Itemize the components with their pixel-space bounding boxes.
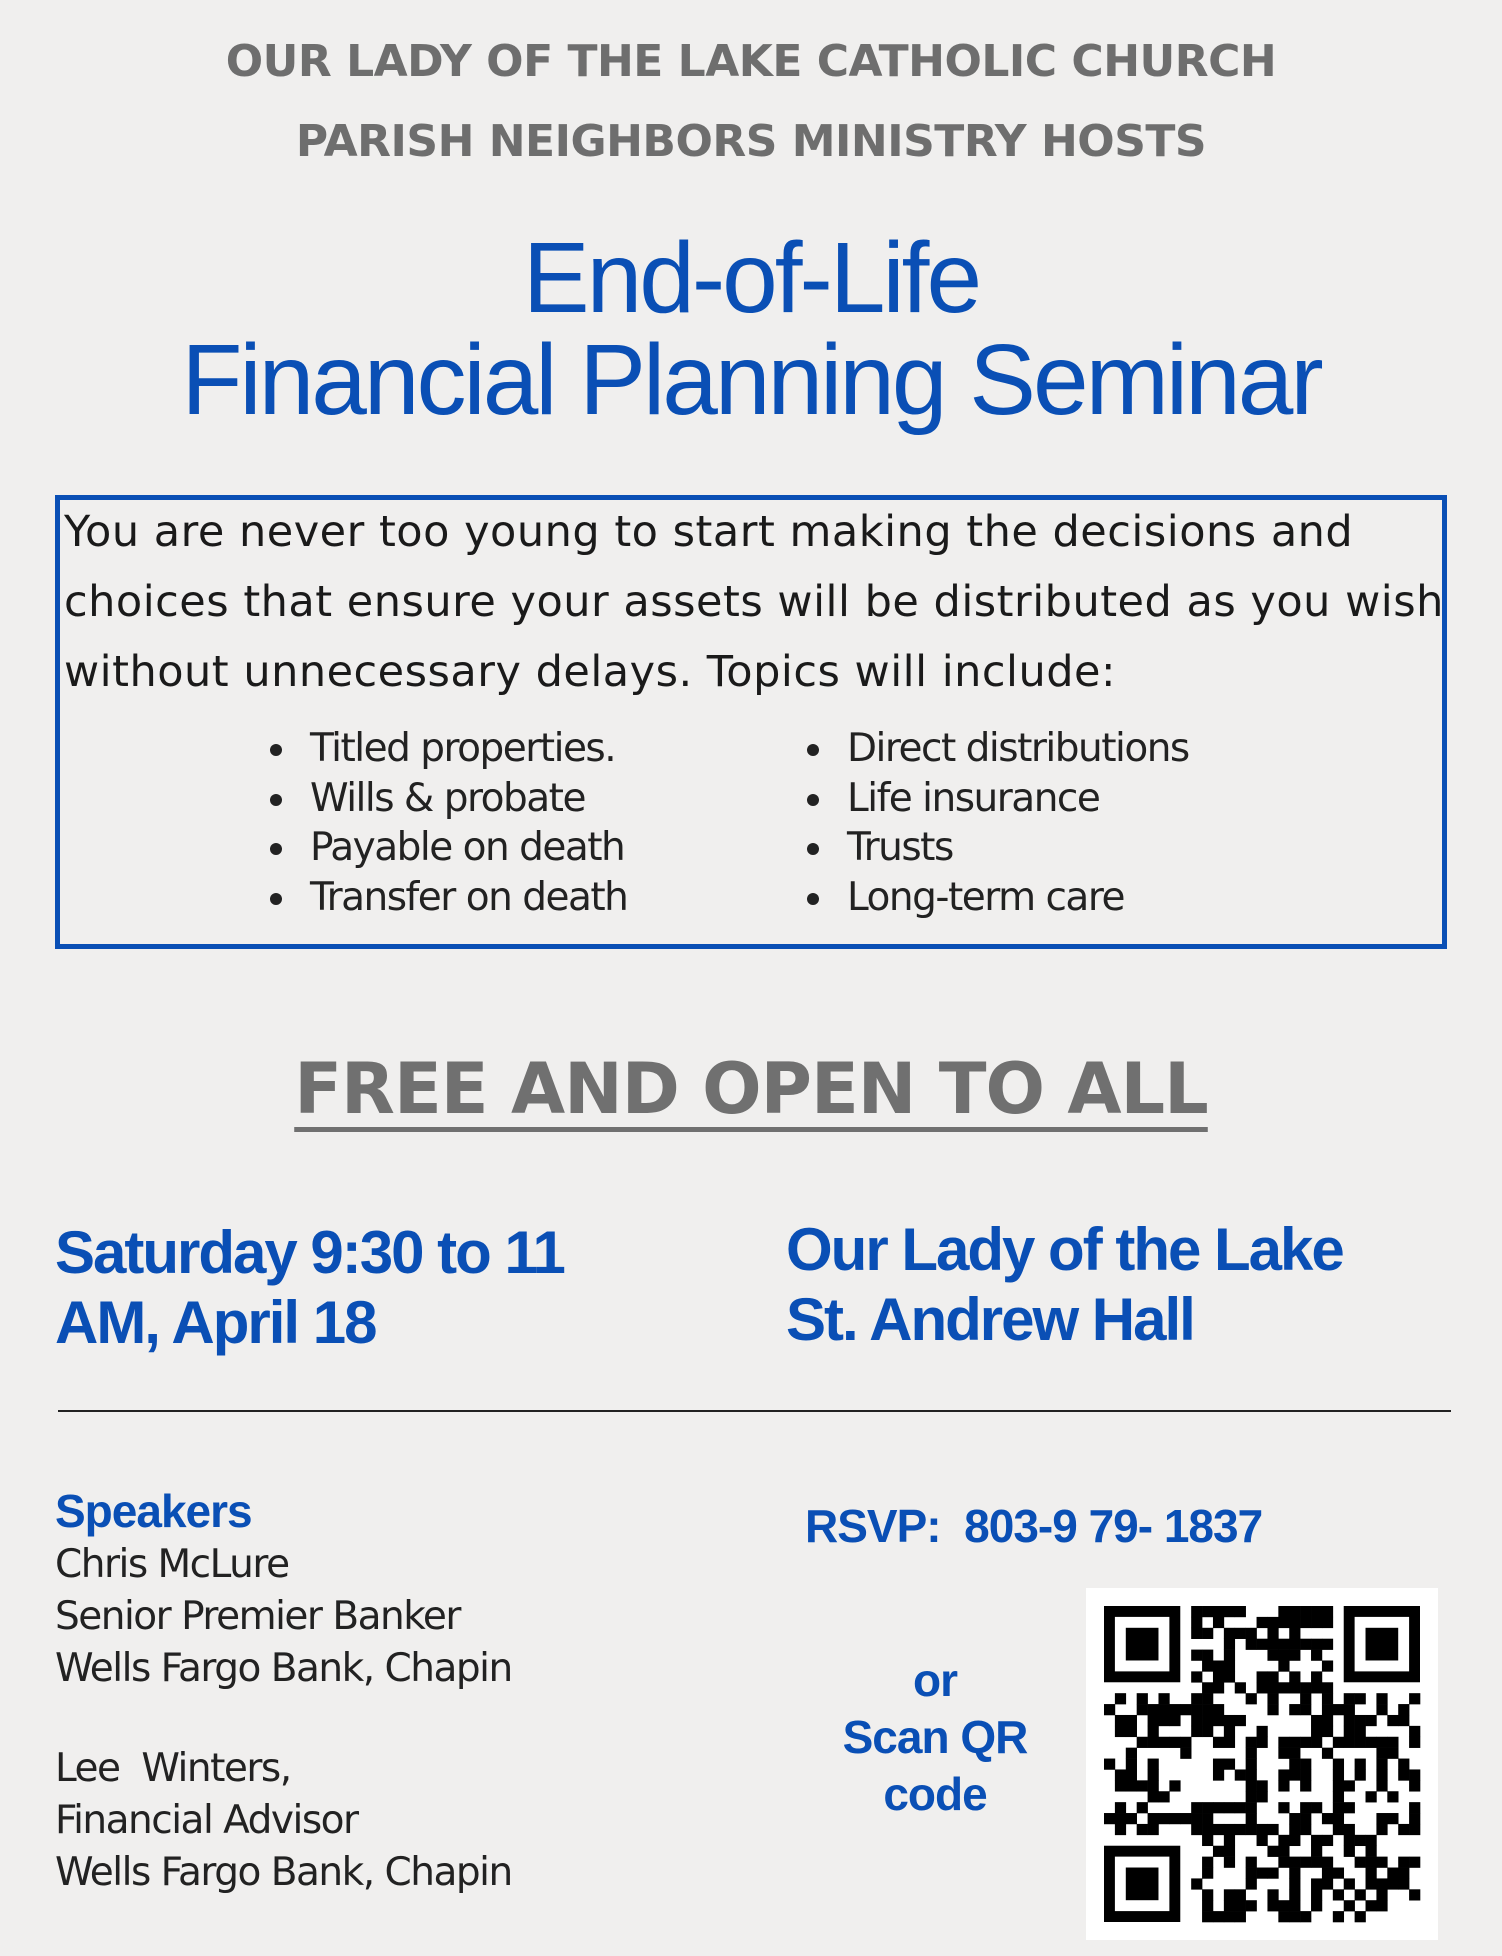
scan-line-2: code <box>883 1768 987 1820</box>
event-location <box>786 1215 1343 1355</box>
title-line-1: End-of-Life <box>522 222 980 334</box>
topic-left-0: Titled properties. <box>266 724 766 774</box>
speaker-1-org: Wells Fargo Bank, Chapin <box>55 1646 512 1691</box>
title-line-2: Financial Planning Seminar <box>181 324 1321 436</box>
topic-right-0: Direct distributions <box>803 724 1363 774</box>
rsvp-line <box>805 1498 1262 1554</box>
speakers-heading: Speakers <box>55 1485 252 1537</box>
scan-instructions <box>820 1652 1050 1823</box>
topic-right-1: Life insurance <box>803 774 1363 824</box>
speakers-section <box>55 1483 512 1899</box>
scan-or: or <box>913 1654 957 1706</box>
speaker-2-title: Financial Advisor <box>55 1798 358 1843</box>
qr-code-graphic <box>1086 1588 1438 1940</box>
event-when-line-2: AM, April 18 <box>55 1289 376 1356</box>
rsvp-label: RSVP: <box>805 1500 941 1552</box>
event-where-line-1: Our Lady of the Lake <box>786 1216 1343 1283</box>
topic-right-3: Long-term care <box>803 873 1363 923</box>
scan-line-1: Scan QR <box>842 1711 1028 1763</box>
ministry-host: PARISH NEIGHBORS MINISTRY HOSTS <box>295 116 1207 167</box>
divider <box>58 1410 1451 1412</box>
church-name: OUR LADY OF THE LAKE CATHOLIC CHURCH <box>225 36 1277 87</box>
speaker-2-org: Wells Fargo Bank, Chapin <box>55 1850 512 1895</box>
topic-left-3: Transfer on death <box>266 873 766 923</box>
free-banner <box>0 1048 1502 1130</box>
rsvp-phone: 803-9 79- 1837 <box>964 1500 1263 1552</box>
topics-list-right <box>803 724 1363 922</box>
topic-left-2: Payable on death <box>266 823 766 873</box>
event-date-time <box>55 1218 564 1358</box>
free-banner-text: FREE AND OPEN TO ALL <box>294 1048 1208 1130</box>
topics-list-left <box>266 724 766 922</box>
speaker-spacer <box>55 1695 512 1743</box>
topic-left-1: Wills & probate <box>266 774 766 824</box>
speaker-1-name: Chris McLure <box>55 1542 289 1587</box>
speaker-2-name: Lee Winters, <box>55 1746 291 1791</box>
topic-right-2: Trusts <box>803 823 1363 873</box>
event-when-line-1: Saturday 9:30 to 11 <box>55 1219 564 1286</box>
event-where-line-2: St. Andrew Hall <box>786 1286 1194 1353</box>
intro-text: You are never too young to start making the decisions and choices that ensure your assets will be distributed as you wish without unnecessary delays. Topics will include: <box>64 507 1444 697</box>
qr-code-icon[interactable] <box>1086 1588 1438 1940</box>
speaker-1-title: Senior Premier Banker <box>55 1594 460 1639</box>
